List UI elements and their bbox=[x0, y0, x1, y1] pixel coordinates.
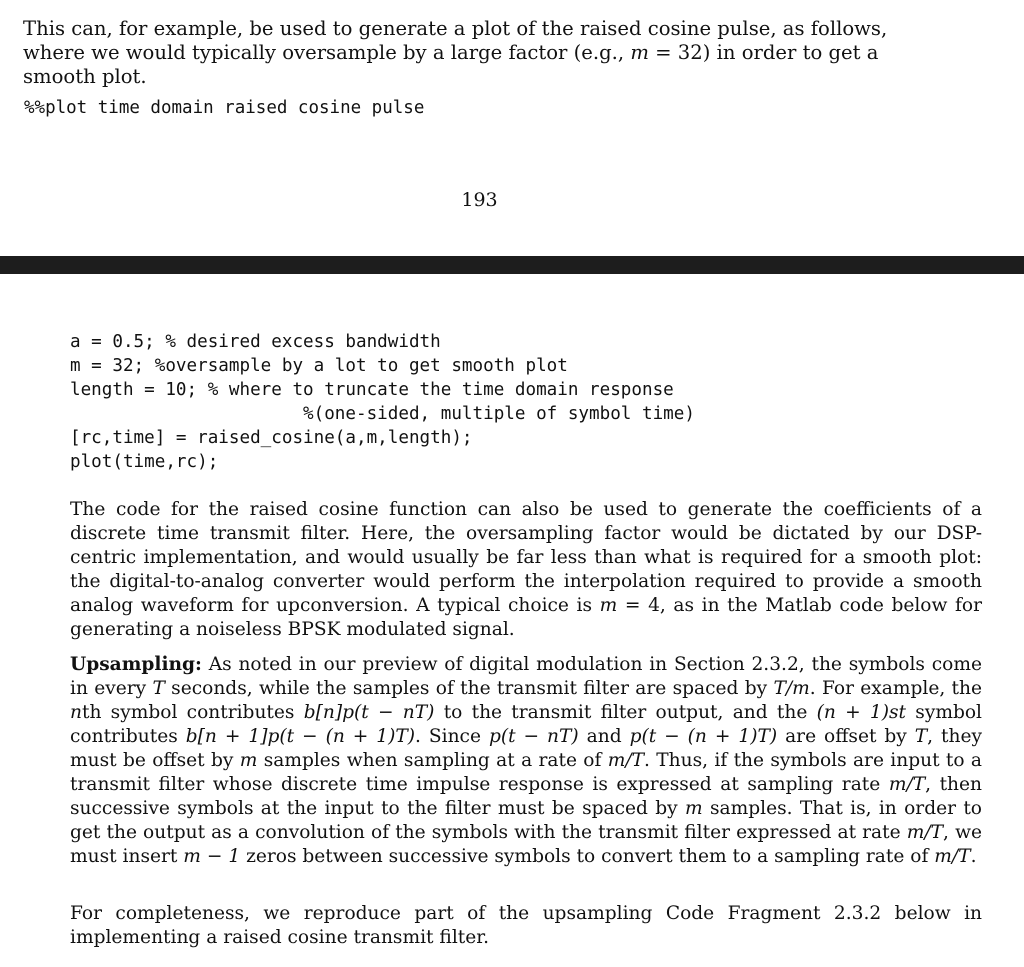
math-variable: m bbox=[630, 41, 649, 64]
previous-page-fragment bbox=[0, 0, 1024, 256]
code-line: %(one-sided, multiple of symbol time) bbox=[70, 404, 695, 424]
math-variable: T bbox=[152, 678, 165, 699]
math-expression: b[n + 1]p(t − (n + 1)T) bbox=[185, 726, 416, 747]
math-variable: T bbox=[914, 726, 928, 747]
text-segment: th symbol contributes bbox=[81, 702, 304, 723]
math-expression: m/T bbox=[888, 774, 926, 795]
text-segment: As noted in our preview of digital modulation in Section 2.3.2, the symbols come in every bbox=[70, 654, 982, 699]
code-line: plot(time,rc); bbox=[70, 452, 219, 472]
intro-paragraph bbox=[23, 17, 943, 89]
text-segment: . bbox=[970, 846, 977, 867]
math-variable: m bbox=[239, 750, 258, 771]
code-line: a = 0.5; % desired excess bandwidth bbox=[70, 332, 441, 352]
math-variable: m bbox=[599, 595, 618, 616]
upsampling-heading: Upsampling: bbox=[70, 654, 202, 675]
math-expression: m/T bbox=[607, 750, 645, 771]
text-segment: to the transmit filter output, and the bbox=[434, 702, 817, 723]
page-divider bbox=[0, 256, 1024, 274]
code-line: [rc,time] = raised_cosine(a,m,length); bbox=[70, 428, 473, 448]
code-comment: %%plot time domain raised cosine pulse bbox=[24, 98, 425, 118]
text-segment: , we must insert bbox=[70, 822, 982, 867]
text-segment: . Since bbox=[415, 726, 489, 747]
text-segment: zeros between successive symbols to convert them to a sampling rate of bbox=[240, 846, 935, 867]
text-segment: . Thus, if the symbols are input to a transmit filter whose discrete time impulse response is expressed at sampling rate bbox=[70, 750, 982, 795]
math-expression: p(t − (n + 1)T) bbox=[629, 726, 778, 747]
paragraph-completeness: For completeness, we reproduce part of the upsampling Code Fragment 2.3.2 below in implementing a raised cosine transmit filter. bbox=[70, 903, 982, 948]
paragraph-upsampling bbox=[70, 653, 982, 869]
text-segment: . For example, the bbox=[809, 678, 982, 699]
page-number: 193 bbox=[461, 189, 498, 211]
text-segment: samples when sampling at a rate of bbox=[257, 750, 608, 771]
math-variable: n bbox=[70, 702, 82, 723]
text-segment: , they must be offset by bbox=[70, 726, 982, 771]
code-line: m = 32; %oversample by a lot to get smooth plot bbox=[70, 356, 568, 376]
code-line: length = 10; % where to truncate the time domain response bbox=[70, 380, 674, 400]
math-expression: p(t − nT) bbox=[488, 726, 579, 747]
current-page bbox=[0, 274, 1024, 967]
text-segment: samples. That is, in order to get the output as a convolution of the symbols with the transmit filter expressed at rate bbox=[70, 798, 982, 843]
math-expression: m/T bbox=[934, 846, 971, 867]
math-expression: m − 1 bbox=[183, 846, 241, 867]
math-expression: (n + 1)st bbox=[816, 702, 907, 723]
matlab-code-block bbox=[70, 330, 695, 474]
text-segment: and bbox=[578, 726, 630, 747]
math-expression: b[n]p(t − nT) bbox=[303, 702, 435, 723]
text-segment: The code for the raised cosine function can also be used to generate the coefficients of a discrete time transmit filter. Here, the oversampling factor would be dictated by our DSP-centric implementation, and would usually be far less than what is required for a smooth plot: the digital-to-analog converter would perform the interpolation required to provide a smooth analog waveform for upconversion. A typical choice is bbox=[70, 499, 982, 616]
intro-text-part: This can, for example, be used to generate a plot of the raised cosine pulse, as follows, where we would typically oversample by a large factor (e.g., bbox=[23, 17, 888, 64]
intro-text-part: = 32) in order to get a smooth plot. bbox=[23, 41, 879, 88]
text-segment: , then successive symbols at the input to the filter must be spaced by bbox=[70, 774, 983, 819]
math-variable: m bbox=[685, 798, 703, 819]
math-expression: m/T bbox=[906, 822, 944, 843]
paragraph-transmit-filter bbox=[70, 498, 982, 642]
math-expression: T/m bbox=[773, 678, 810, 699]
text-segment: symbol contributes bbox=[70, 702, 983, 747]
text-segment: = 4, as in the Matlab code below for generating a noiseless BPSK modulated signal. bbox=[70, 595, 982, 640]
text-segment: are offset by bbox=[777, 726, 915, 747]
text-segment: seconds, while the samples of the transmit filter are spaced by bbox=[164, 678, 774, 699]
